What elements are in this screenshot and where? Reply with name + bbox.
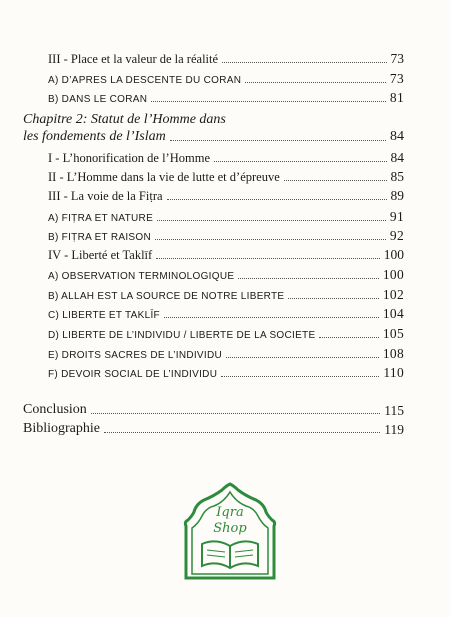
toc-entry — [48, 189, 404, 203]
toc-entry-page: 119 — [384, 421, 404, 437]
open-book-icon — [202, 541, 258, 568]
dot-leader — [156, 258, 380, 259]
toc-entry — [48, 91, 404, 105]
logo-word-iqra: Iqra — [216, 505, 244, 520]
toc-entry — [48, 327, 404, 341]
dot-leader — [288, 298, 378, 299]
logo-graphic — [180, 482, 280, 582]
toc-entry-page: 73 — [389, 71, 404, 86]
iqra-shop-logo — [180, 482, 280, 582]
dot-leader — [155, 239, 386, 240]
toc-entry-page: 110 — [383, 365, 404, 380]
toc-entry-page: 84 — [390, 129, 404, 144]
toc-entry — [48, 151, 404, 165]
toc-chapter-entry — [23, 130, 404, 144]
toc-entry-page: 84 — [390, 150, 404, 165]
toc-entry-page: 108 — [382, 346, 404, 361]
toc-entry — [48, 347, 404, 361]
toc-entry-title: Bibliographie — [23, 421, 100, 436]
dot-leader — [91, 413, 380, 414]
toc-entry-page: 115 — [384, 402, 404, 418]
toc-entry — [48, 366, 404, 380]
toc-entry — [48, 170, 404, 184]
dot-leader — [245, 82, 386, 83]
toc-entry-page: 81 — [389, 90, 404, 105]
toc-entry-title: B) ALLAH EST LA SOURCE DE NOTRE LIBERTE — [48, 290, 285, 302]
toc-entry-page: 104 — [382, 306, 404, 321]
chapter-title-line: Chapitre 2: Statut de l’Homme dans — [23, 112, 226, 127]
dot-leader — [151, 101, 386, 102]
toc-entry — [48, 229, 404, 243]
toc-entry-title: B) FIṬRA ET RAISON — [48, 231, 152, 243]
dot-leader — [226, 357, 379, 358]
toc-entry — [48, 288, 404, 302]
toc-entry-page: 91 — [389, 209, 404, 224]
toc-entry — [48, 248, 404, 262]
dot-leader — [104, 432, 380, 433]
toc-entry-page: 89 — [390, 188, 404, 203]
dot-leader — [284, 180, 387, 181]
toc-entry — [48, 307, 404, 321]
toc-entry-title: III - Place et la valeur de la réalité — [48, 52, 219, 66]
dot-leader — [214, 161, 387, 162]
toc-entry-title: IV - Liberté et Taklīf — [48, 248, 153, 262]
dot-leader — [222, 62, 386, 63]
toc-entry-title: D) LIBERTE DE L’INDIVIDU / LIBERTE DE LA SOCIETE — [48, 329, 316, 341]
toc-entry-title: E) DROITS SACRES DE L’INDIVIDU — [48, 349, 223, 361]
toc-entry-title: Conclusion — [23, 402, 87, 417]
toc-entry-title: A) D’APRES LA DESCENTE DU CORAN — [48, 74, 242, 86]
dot-leader — [221, 376, 379, 377]
toc-entry-title: III - La voie de la Fiṭra — [48, 189, 163, 203]
toc-entry-title: les fondements de l’Islam — [23, 129, 166, 144]
toc-entry-page: 102 — [382, 287, 404, 302]
toc-entry — [23, 422, 404, 436]
toc-entry — [48, 72, 404, 86]
dot-leader — [238, 278, 379, 279]
toc-entry-page: 105 — [382, 326, 404, 341]
dot-leader — [167, 199, 387, 200]
toc-entry-page: 85 — [390, 169, 404, 184]
logo-word-shop: Shop — [213, 521, 247, 536]
toc-entry-page: 92 — [389, 228, 404, 243]
toc-entry-title: F) DEVOIR SOCIAL DE L’INDIVIDU — [48, 368, 218, 380]
toc-entry-page: 73 — [390, 51, 404, 66]
toc-entry-page: 100 — [383, 247, 404, 262]
dot-leader — [319, 337, 378, 338]
dot-leader — [157, 220, 386, 221]
toc-entry-title: C) LIBERTE ET TAKLĪF — [48, 309, 160, 321]
toc-entry — [48, 210, 404, 224]
toc-entry-title: I - L’honorification de l’Homme — [48, 151, 210, 165]
toc-entry — [23, 403, 404, 417]
toc-entry — [48, 268, 404, 282]
toc-entry — [48, 52, 404, 66]
toc-entry-title: B) DANS LE CORAN — [48, 93, 148, 105]
toc-entry-title: II - L’Homme dans la vie de lutte et d’épreuve — [48, 170, 280, 184]
toc-entry-title: A) FIṬRA ET NATURE — [48, 212, 154, 224]
toc-entry-page: 100 — [382, 267, 404, 282]
toc-entry-title: A) OBSERVATION TERMINOLOGIQUE — [48, 270, 235, 282]
dot-leader — [170, 140, 386, 141]
dot-leader — [164, 317, 379, 318]
